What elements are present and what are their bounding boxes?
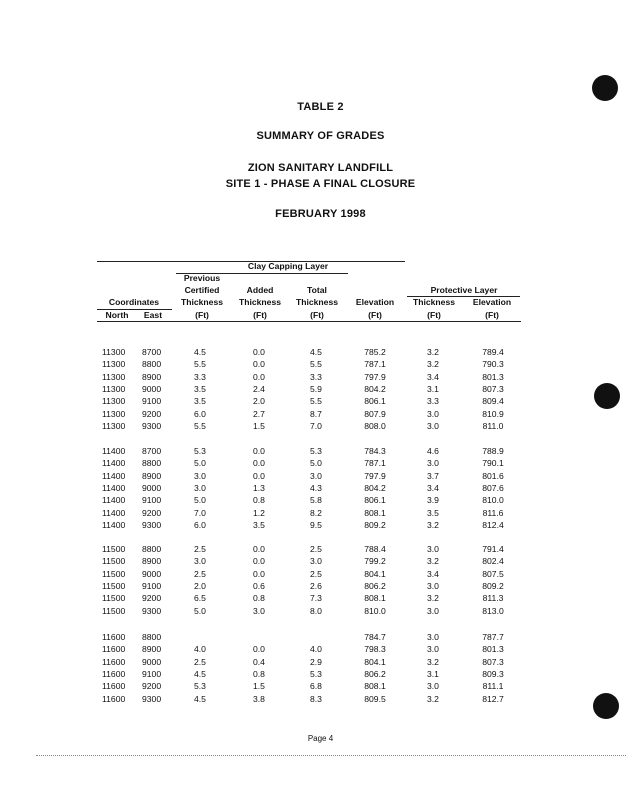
cell-protective-thickness: 3.0: [427, 681, 439, 692]
cell-elevation: 807.9: [364, 408, 386, 419]
cell-total-thickness: 8.2: [310, 507, 322, 518]
site-phase: SITE 1 - PHASE A FINAL CLOSURE: [225, 178, 416, 190]
cell-added-thickness: 0.4: [253, 656, 265, 667]
cell-elevation: 808.1: [364, 507, 386, 518]
cell-total-thickness: 7.3: [310, 593, 322, 604]
cell-previous-thickness: 5.0: [194, 605, 206, 616]
cell-added-thickness: 2.0: [253, 396, 265, 407]
cell-elevation: 787.1: [364, 359, 386, 370]
cell-east: 9100: [142, 495, 162, 506]
cell-north: 11600: [102, 644, 126, 655]
cell-elevation: 799.2: [364, 556, 386, 567]
cell-added-thickness: 1.5: [253, 681, 265, 692]
cell-east: 9200: [142, 507, 162, 518]
cell-north: 11400: [102, 495, 126, 506]
cell-added-thickness: 2.7: [253, 408, 265, 419]
cell-north: 11600: [102, 656, 126, 667]
cell-previous-thickness: 2.0: [194, 580, 206, 591]
cell-protective-elevation: 788.9: [482, 446, 504, 456]
cell-north: 11500: [102, 593, 126, 604]
cell-previous-thickness: 4.0: [194, 644, 206, 655]
cell-total-thickness: 8.3: [310, 693, 322, 704]
cell-added-thickness: 3.8: [253, 693, 265, 704]
cell-total-thickness: 8.7: [310, 408, 322, 419]
cell-east: 9100: [142, 396, 162, 407]
cell-elevation: 804.2: [364, 482, 386, 493]
header-total: Total: [307, 285, 327, 295]
cell-elevation: 785.2: [364, 347, 386, 357]
cell-added-thickness: 0.0: [253, 458, 265, 469]
cell-elevation: 788.4: [364, 544, 386, 554]
cell-elevation: 808.1: [364, 593, 386, 604]
cell-previous-thickness: 5.3: [194, 446, 206, 456]
header-protective-thickness: Thickness: [412, 297, 456, 307]
cell-north: 11300: [102, 396, 126, 407]
cell-protective-thickness: 3.4: [427, 482, 439, 493]
cell-protective-elevation: 812.7: [482, 693, 504, 704]
cell-total-thickness: 5.0: [310, 458, 322, 469]
cell-north: 11400: [102, 482, 126, 493]
cell-east: 9300: [142, 519, 162, 530]
cell-total-thickness: 4.3: [310, 482, 322, 493]
cell-elevation: 798.3: [364, 644, 386, 655]
header-protective-thickness-unit: (Ft): [427, 310, 441, 320]
cell-protective-elevation: 813.0: [482, 605, 504, 616]
cell-previous-thickness: 6.5: [194, 593, 206, 604]
cell-added-thickness: 0.0: [253, 371, 265, 382]
cell-elevation: 804.1: [364, 568, 386, 579]
cell-north: 11400: [102, 470, 126, 481]
header-previous-thickness: Thickness: [180, 297, 224, 307]
page-number: Page 4: [307, 734, 334, 743]
cell-elevation: 804.1: [364, 656, 386, 667]
header-added: Added: [246, 285, 274, 295]
cell-elevation: 804.2: [364, 383, 386, 394]
cell-north: 11600: [102, 693, 126, 704]
cell-protective-elevation: 807.3: [482, 656, 504, 667]
cell-added-thickness: 2.4: [253, 383, 265, 394]
cell-previous-thickness: 2.5: [194, 656, 206, 667]
cell-east: 8900: [142, 556, 162, 567]
cell-total-thickness: 5.9: [310, 383, 322, 394]
cell-protective-elevation: 809.3: [482, 668, 504, 679]
cell-protective-elevation: 810.9: [482, 408, 504, 419]
cell-elevation: 806.2: [364, 580, 386, 591]
cell-north: 11400: [102, 519, 126, 530]
cell-protective-elevation: 787.7: [482, 632, 504, 642]
cell-east: 9000: [142, 482, 162, 493]
cell-added-thickness: 0.0: [253, 556, 265, 567]
cell-previous-thickness: 6.0: [194, 519, 206, 530]
cell-east: 8700: [142, 446, 162, 456]
cell-previous-thickness: 3.5: [194, 396, 206, 407]
cell-protective-thickness: 3.0: [427, 605, 439, 616]
cell-protective-elevation: 801.3: [482, 371, 504, 382]
cell-protective-thickness: 3.2: [427, 359, 439, 370]
site-name: ZION SANITARY LANDFILL: [247, 162, 394, 174]
cell-north: 11600: [102, 681, 126, 692]
cell-total-thickness: 7.0: [310, 420, 322, 431]
cell-elevation: 797.9: [364, 470, 386, 481]
cell-east: 8900: [142, 371, 162, 382]
cell-total-thickness: 3.3: [310, 371, 322, 382]
cell-east: 8800: [142, 544, 162, 554]
cell-east: 8800: [142, 458, 162, 469]
cell-protective-elevation: 811.0: [482, 420, 504, 431]
cell-east: 9100: [142, 580, 162, 591]
cell-protective-thickness: 3.9: [427, 495, 439, 506]
cell-protective-thickness: 3.0: [427, 408, 439, 419]
cell-added-thickness: 0.6: [253, 580, 265, 591]
header-elevation-unit: (Ft): [368, 310, 382, 320]
cell-previous-thickness: 6.0: [194, 408, 206, 419]
cell-total-thickness: 2.9: [310, 656, 322, 667]
cell-added-thickness: 1.2: [253, 507, 265, 518]
cell-elevation: 806.1: [364, 495, 386, 506]
cell-east: 8800: [142, 359, 162, 370]
cell-total-thickness: 2.5: [310, 544, 322, 554]
binder-hole-top: [592, 75, 618, 101]
header-certified: Certified: [184, 285, 220, 295]
cell-protective-elevation: 801.3: [482, 644, 504, 655]
cell-previous-thickness: 3.0: [194, 556, 206, 567]
cell-elevation: 784.7: [364, 632, 386, 642]
cell-north: 11600: [102, 668, 126, 679]
table-number: TABLE 2: [297, 101, 344, 113]
cell-added-thickness: 0.0: [253, 347, 265, 357]
header-added-unit: (Ft): [253, 310, 267, 320]
cell-total-thickness: 3.0: [310, 556, 322, 567]
cell-previous-thickness: 2.5: [194, 568, 206, 579]
cell-protective-thickness: 4.6: [427, 446, 439, 456]
cell-elevation: 810.0: [364, 605, 386, 616]
header-total-thickness: Thickness: [295, 297, 339, 307]
cell-east: 9300: [142, 420, 162, 431]
cell-protective-elevation: 791.4: [482, 544, 504, 554]
cell-north: 11300: [102, 371, 126, 382]
cell-elevation: 808.1: [364, 681, 386, 692]
cell-protective-thickness: 3.0: [427, 420, 439, 431]
cell-total-thickness: 5.5: [310, 396, 322, 407]
cell-protective-elevation: 789.4: [482, 347, 504, 357]
cell-east: 9200: [142, 681, 162, 692]
cell-protective-elevation: 811.3: [482, 593, 504, 604]
cell-protective-elevation: 812.4: [482, 519, 504, 530]
cell-elevation: 787.1: [364, 458, 386, 469]
cell-north: 11300: [102, 359, 126, 370]
cell-north: 11300: [102, 383, 126, 394]
cell-east: 9100: [142, 668, 162, 679]
cell-added-thickness: 0.0: [253, 644, 265, 655]
cell-protective-thickness: 3.2: [427, 656, 439, 667]
cell-north: 11400: [102, 446, 126, 456]
cell-total-thickness: 4.5: [310, 347, 322, 357]
cell-north: 11500: [102, 544, 126, 554]
cell-east: 8700: [142, 347, 162, 357]
cell-previous-thickness: 5.5: [194, 420, 206, 431]
cell-added-thickness: 1.3: [253, 482, 265, 493]
cell-total-thickness: 2.6: [310, 580, 322, 591]
cell-added-thickness: 0.0: [253, 544, 265, 554]
header-bottom-rule: [97, 321, 521, 322]
cell-north: 11400: [102, 458, 126, 469]
cell-elevation: 784.3: [364, 446, 386, 456]
cell-north: 11300: [102, 408, 126, 419]
cell-north: 11400: [102, 507, 126, 518]
cell-total-thickness: 4.0: [310, 644, 322, 655]
cell-previous-thickness: 5.5: [194, 359, 206, 370]
cell-east: 9200: [142, 593, 162, 604]
cell-protective-elevation: 809.4: [482, 396, 504, 407]
cell-north: 11500: [102, 556, 126, 567]
cell-protective-thickness: 3.0: [427, 580, 439, 591]
cell-added-thickness: 0.0: [253, 446, 265, 456]
scan-artifact-line: [36, 755, 626, 756]
cell-north: 11300: [102, 347, 126, 357]
cell-total-thickness: 2.5: [310, 568, 322, 579]
cell-north: 11500: [102, 568, 126, 579]
cell-total-thickness: 5.5: [310, 359, 322, 370]
cell-protective-thickness: 3.2: [427, 347, 439, 357]
cell-added-thickness: 0.0: [253, 359, 265, 370]
cell-protective-thickness: 3.0: [427, 458, 439, 469]
cell-added-thickness: 3.5: [253, 519, 265, 530]
cell-added-thickness: 0.8: [253, 495, 265, 506]
cell-elevation: 806.2: [364, 668, 386, 679]
cell-added-thickness: 3.0: [253, 605, 265, 616]
cell-previous-thickness: 3.5: [194, 383, 206, 394]
cell-protective-thickness: 3.7: [427, 470, 439, 481]
cell-added-thickness: 0.0: [253, 568, 265, 579]
cell-added-thickness: 0.8: [253, 593, 265, 604]
cell-protective-thickness: 3.1: [427, 383, 439, 394]
cell-previous-thickness: 7.0: [194, 507, 206, 518]
cell-elevation: 797.9: [364, 371, 386, 382]
cell-added-thickness: 0.0: [253, 470, 265, 481]
cell-previous-thickness: 4.5: [194, 347, 206, 357]
header-previous: Previous: [183, 273, 221, 283]
cell-protective-thickness: 3.2: [427, 693, 439, 704]
cell-previous-thickness: 4.5: [194, 693, 206, 704]
cell-previous-thickness: 5.0: [194, 495, 206, 506]
group-header-protective: Protective Layer: [430, 285, 498, 295]
cell-protective-thickness: 3.5: [427, 507, 439, 518]
cell-added-thickness: 0.8: [253, 668, 265, 679]
cell-north: 11500: [102, 605, 126, 616]
cell-protective-thickness: 3.4: [427, 568, 439, 579]
cell-protective-thickness: 3.2: [427, 593, 439, 604]
cell-east: 9200: [142, 408, 162, 419]
cell-protective-thickness: 3.2: [427, 556, 439, 567]
cell-east: 9000: [142, 568, 162, 579]
cell-east: 8900: [142, 470, 162, 481]
cell-protective-thickness: 3.3: [427, 396, 439, 407]
cell-total-thickness: 5.3: [310, 446, 322, 456]
cell-protective-elevation: 802.4: [482, 556, 504, 567]
cell-protective-elevation: 811.6: [482, 507, 504, 518]
cell-protective-elevation: 810.0: [482, 495, 504, 506]
cell-total-thickness: 3.0: [310, 470, 322, 481]
cell-protective-elevation: 811.1: [482, 681, 504, 692]
cell-elevation: 808.0: [364, 420, 386, 431]
cell-protective-elevation: 801.6: [482, 470, 504, 481]
cell-total-thickness: 8.0: [310, 605, 322, 616]
binder-hole-bottom: [593, 693, 619, 719]
cell-east: 8900: [142, 644, 162, 655]
cell-elevation: 806.1: [364, 396, 386, 407]
cell-protective-thickness: 3.1: [427, 668, 439, 679]
cell-previous-thickness: 2.5: [194, 544, 206, 554]
cell-protective-thickness: 3.0: [427, 632, 439, 642]
cell-north: 11500: [102, 580, 126, 591]
cell-protective-elevation: 790.1: [482, 458, 504, 469]
header-previous-unit: (Ft): [195, 310, 209, 320]
cell-elevation: 809.5: [364, 693, 386, 704]
header-total-unit: (Ft): [310, 310, 324, 320]
cell-total-thickness: 5.8: [310, 495, 322, 506]
cell-protective-thickness: 3.4: [427, 371, 439, 382]
cell-added-thickness: 1.5: [253, 420, 265, 431]
cell-previous-thickness: 5.0: [194, 458, 206, 469]
cell-total-thickness: 6.8: [310, 681, 322, 692]
cell-protective-thickness: 3.2: [427, 519, 439, 530]
cell-east: 9300: [142, 693, 162, 704]
header-coordinates: Coordinates: [108, 297, 160, 307]
cell-east: 9300: [142, 605, 162, 616]
cell-east: 9000: [142, 656, 162, 667]
cell-north: 11300: [102, 420, 126, 431]
cell-elevation: 809.2: [364, 519, 386, 530]
cell-previous-thickness: 3.0: [194, 470, 206, 481]
table-title: SUMMARY OF GRADES: [256, 130, 385, 142]
cell-total-thickness: 5.3: [310, 668, 322, 679]
cell-east: 8800: [142, 632, 162, 642]
header-protective-elevation-unit: (Ft): [485, 310, 499, 320]
binder-hole-middle: [594, 383, 620, 409]
cell-protective-elevation: 807.6: [482, 482, 504, 493]
header-protective-elevation: Elevation: [472, 297, 512, 307]
cell-protective-elevation: 807.5: [482, 568, 504, 579]
cell-protective-thickness: 3.0: [427, 544, 439, 554]
header-added-thickness: Thickness: [238, 297, 282, 307]
cell-total-thickness: 9.5: [310, 519, 322, 530]
group-header-clay: Clay Capping Layer: [247, 261, 329, 271]
cell-north: 11600: [102, 632, 126, 642]
cell-protective-elevation: 807.3: [482, 383, 504, 394]
header-north: North: [105, 310, 129, 320]
cell-protective-elevation: 790.3: [482, 359, 504, 370]
cell-previous-thickness: 3.0: [194, 482, 206, 493]
report-date: FEBRUARY 1998: [275, 208, 366, 220]
cell-east: 9000: [142, 383, 162, 394]
header-elevation: Elevation: [355, 297, 395, 307]
cell-protective-thickness: 3.0: [427, 644, 439, 655]
cell-previous-thickness: 5.3: [194, 681, 206, 692]
cell-previous-thickness: 3.3: [194, 371, 206, 382]
header-east: East: [143, 310, 163, 320]
cell-protective-elevation: 809.2: [482, 580, 504, 591]
cell-previous-thickness: 4.5: [194, 668, 206, 679]
